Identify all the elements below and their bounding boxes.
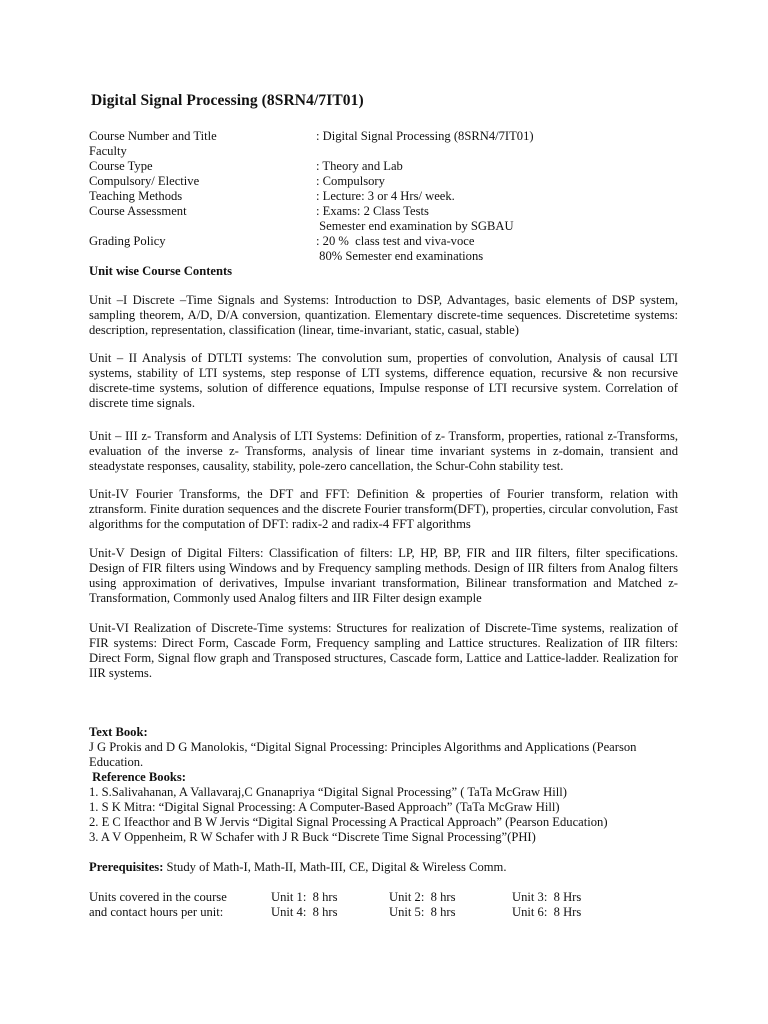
hours-cell: Unit 4: 8 hrs bbox=[271, 905, 338, 919]
unit-paragraph: Unit – II Analysis of DTLTI systems: The convolution sum, properties of convolution, Analysis of causal LTI systems, stability of LTI systems, step response of LTI systems, difference equation, recursive & non recursive discrete-time systems, solution of difference equations, Impulse response of LTI recursive system. Correlation of discrete time signals. bbox=[89, 351, 678, 410]
unit-paragraph: Unit – III z- Transform and Analysis of LTI Systems: Definition of z- Transform, properties, rational z-Transforms, evaluation of the inverse z- Transforms, analysis of linear time invariant systems in z-domain, transient and steadystate responses, causality, stability, pole-zero cancellation, the Schur-Cohn stability test. bbox=[89, 429, 678, 473]
info-row bbox=[89, 234, 689, 249]
unit-paragraph: Unit-V Design of Digital Filters: Classification of filters: LP, HP, BP, FIR and IIR filters, filter specifications. Design of FIR filters using Windows and by Frequency sampling methods. Design of IIR filters from Analog filters using approximation of derivatives, Impulse invariant transformation, Bilinear transformation and Matched z-Transformation, Commonly used Analog filters and IIR Filter design example bbox=[89, 546, 678, 605]
info-label: Course Type bbox=[89, 159, 153, 173]
prerequisites bbox=[89, 860, 689, 875]
info-value: : Compulsory bbox=[316, 174, 385, 188]
info-row bbox=[89, 144, 689, 159]
info-label bbox=[89, 249, 316, 264]
books-section bbox=[89, 725, 689, 845]
hours-cell: Unit 5: 8 hrs bbox=[389, 905, 456, 919]
info-row bbox=[89, 219, 689, 234]
hours-cell: Unit 3: 8 Hrs bbox=[512, 890, 582, 904]
reference-book-item: 2. E C Ifeacthor and B W Jervis “Digital Signal Processing A Practical Approach” (Pearson Education) bbox=[89, 815, 608, 829]
info-row bbox=[89, 249, 689, 264]
unit-paragraph: Unit-VI Realization of Discrete-Time systems: Structures for realization of Discrete-Time systems, realization of FIR systems: Direct Form, Cascade Form, Frequency sampling and Lattice structures. Realization of IIR filters: Direct Form, Signal flow graph and Transposed structures, Cascade form, Lattice and Lattice-ladder. Realization for IIR systems. bbox=[89, 621, 678, 680]
hours-cell: Unit 2: 8 hrs bbox=[389, 890, 456, 904]
unit-paragraph: Unit –I Discrete –Time Signals and Systems: Introduction to DSP, Advantages, basic elements of DSP system, sampling theorem, A/D, D/A conversion, quantization. Elementary discrete-time sequences. Discretetime systems: description, representation, classification (linear, time-invariant, static, casual, stable) bbox=[89, 293, 678, 337]
document-title: Digital Signal Processing (8SRN4/7IT01) bbox=[91, 92, 364, 109]
info-label: Teaching Methods bbox=[89, 189, 183, 203]
info-label: Compulsory/ Elective bbox=[89, 174, 200, 188]
hours-label: and contact hours per unit: bbox=[89, 905, 224, 919]
contact-hours-table bbox=[89, 890, 689, 920]
info-value bbox=[316, 144, 689, 159]
info-row bbox=[89, 204, 689, 219]
course-info-table bbox=[89, 129, 689, 264]
info-value: 80% Semester end examinations bbox=[316, 249, 484, 263]
info-label: Course Assessment bbox=[89, 204, 187, 218]
hours-row bbox=[89, 890, 689, 905]
info-label: Grading Policy bbox=[89, 234, 166, 248]
info-row bbox=[89, 159, 689, 174]
info-value: : Lecture: 3 or 4 Hrs/ week. bbox=[316, 189, 455, 203]
prerequisites-label: Prerequisites: bbox=[89, 860, 164, 874]
hours-cell: Unit 6: 8 Hrs bbox=[512, 905, 582, 919]
reference-book-item: 3. A V Oppenheim, R W Schafer with J R Buck “Discrete Time Signal Processing”(PHI) bbox=[89, 830, 536, 844]
info-value: : Digital Signal Processing (8SRN4/7IT01) bbox=[316, 129, 534, 143]
info-label bbox=[89, 219, 316, 234]
info-value: : 20 % class test and viva-voce bbox=[316, 234, 475, 248]
reference-book-item: 1. S K Mitra: “Digital Signal Processing: A Computer-Based Approach” (TaTa McGraw Hill) bbox=[89, 800, 560, 814]
info-value: : Exams: 2 Class Tests bbox=[316, 204, 429, 218]
text-book-entry: J G Prokis and D G Manolokis, “Digital Signal Processing: Principles Algorithms and Applications (Pearson Education. bbox=[89, 740, 637, 769]
hours-row bbox=[89, 905, 689, 920]
info-row bbox=[89, 129, 689, 144]
info-value: : Theory and Lab bbox=[316, 159, 403, 173]
info-row bbox=[89, 189, 689, 204]
reference-book-item: 1. S.Salivahanan, A Vallavaraj,C Gnanapriya “Digital Signal Processing” ( TaTa McGraw Hill) bbox=[89, 785, 567, 799]
info-value: Semester end examination by SGBAU bbox=[316, 219, 514, 233]
info-label: Course Number and Title bbox=[89, 129, 217, 143]
info-row bbox=[89, 174, 689, 189]
info-label: Faculty bbox=[89, 144, 127, 158]
text-book-heading: Text Book: bbox=[89, 725, 148, 739]
reference-books-heading: Reference Books: bbox=[89, 770, 186, 784]
prerequisites-text: Study of Math-I, Math-II, Math-III, CE, Digital & Wireless Comm. bbox=[163, 860, 507, 874]
section-heading: Unit wise Course Contents bbox=[89, 264, 233, 278]
unit-paragraph: Unit-IV Fourier Transforms, the DFT and FFT: Definition & properties of Fourier transform, relation with ztransform. Finite duration sequences and the discrete Fourier transform(DFT), properties, circular convolution, Fast algorithms for the computation of DFT: radix-2 and radix-4 FFT algorithms bbox=[89, 487, 678, 531]
hours-label: Units covered in the course bbox=[89, 890, 227, 904]
hours-cell: Unit 1: 8 hrs bbox=[271, 890, 338, 904]
